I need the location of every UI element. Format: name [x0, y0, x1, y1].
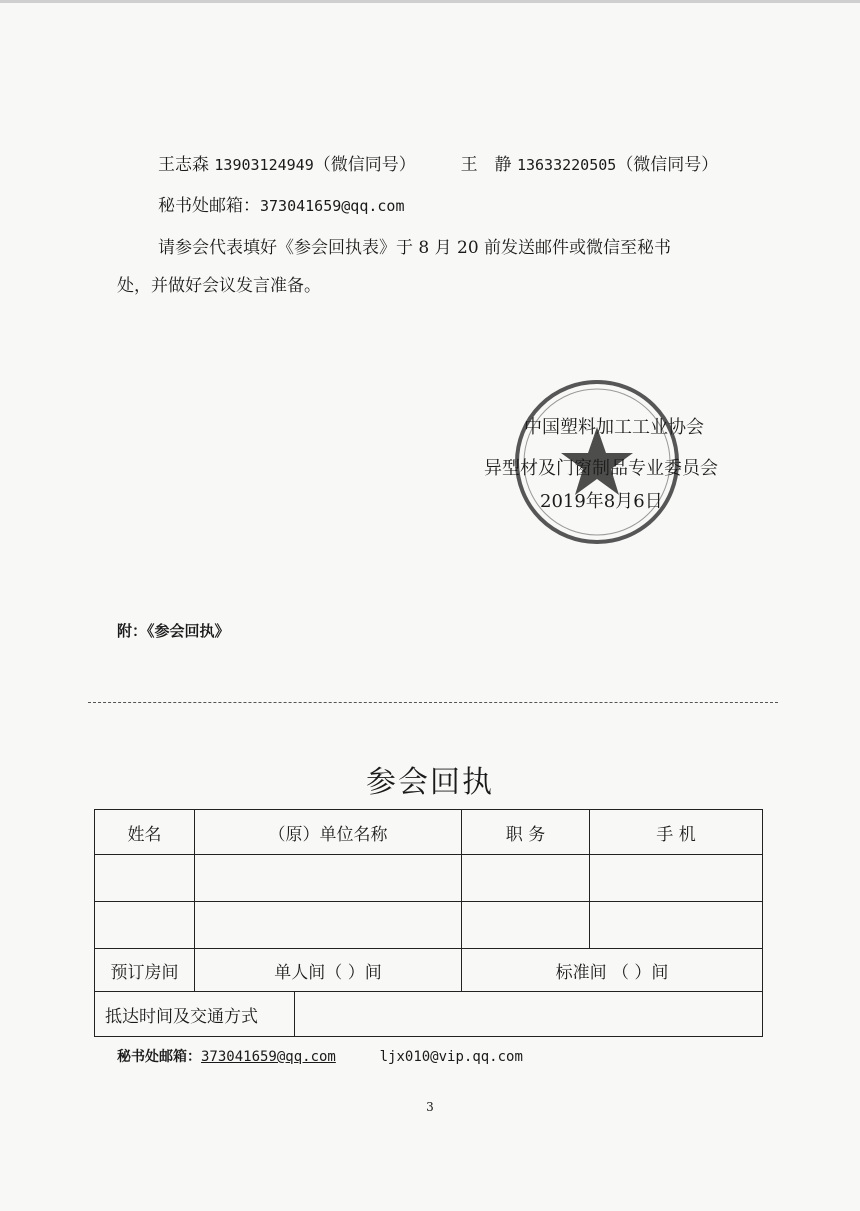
entry-phone-cell[interactable] — [590, 855, 763, 902]
arrival-field[interactable] — [295, 992, 763, 1037]
header-unit: （原）单位名称 — [195, 810, 462, 855]
page-number: 3 — [426, 1100, 434, 1114]
form-title: 参会回执 — [366, 765, 494, 800]
contact-1-note: （微信同号） — [313, 155, 416, 175]
header-phone: 手 机 — [590, 810, 763, 855]
entry-phone-cell[interactable] — [590, 902, 763, 949]
standard-room-field[interactable]: 标准间 （ ）间 — [462, 949, 763, 992]
contact-line — [158, 150, 718, 175]
contact-1-phone: 13903124949 — [214, 156, 314, 174]
footer-email-label: 秘书处邮箱： — [117, 1049, 201, 1065]
form-entry-row — [95, 855, 763, 902]
entry-unit-cell[interactable] — [195, 855, 462, 902]
secretariat-email-line — [158, 191, 405, 216]
arrival-row — [95, 992, 763, 1037]
entry-name-cell[interactable] — [95, 855, 195, 902]
instruction-line-1: 请参会代表填好《参会回执表》于 8 月 20 前发送邮件或微信至秘书 — [158, 238, 672, 258]
header-name: 姓名 — [95, 810, 195, 855]
entry-position-cell[interactable] — [462, 855, 590, 902]
signature-date: 2019年8月6日 — [540, 491, 663, 512]
signature-org-line-1: 中国塑料加工工业协会 — [524, 417, 704, 438]
footer-contact — [117, 1046, 523, 1066]
secretariat-email-value: 373041659@qq.com — [260, 197, 405, 215]
room-label: 预订房间 — [95, 949, 195, 992]
form-entry-row — [95, 902, 763, 949]
contact-1-name: 王志森 — [158, 155, 209, 175]
cut-line-divider — [88, 702, 778, 703]
attachment-note: 附：《参会回执》 — [117, 622, 230, 640]
contact-2-name: 王 静 — [460, 155, 512, 175]
header-position: 职 务 — [462, 810, 590, 855]
single-room-field[interactable]: 单人间（ ）间 — [195, 949, 462, 992]
contact-2-phone: 13633220505 — [516, 156, 617, 174]
entry-unit-cell[interactable] — [195, 902, 462, 949]
footer-email-1[interactable]: 373041659@qq.com — [201, 1049, 336, 1065]
signature-org-line-2: 异型材及门窗制品专业委员会 — [484, 458, 718, 479]
entry-name-cell[interactable] — [95, 902, 195, 949]
scan-edge — [0, 0, 860, 3]
form-header-row — [95, 810, 763, 855]
room-booking-row — [95, 949, 763, 992]
footer-email-2[interactable]: ljx010@vip.qq.com — [379, 1049, 523, 1065]
secretariat-email-label: 秘书处邮箱： — [158, 196, 260, 216]
contact-2-note: （微信同号） — [616, 155, 719, 175]
arrival-label: 抵达时间及交通方式 — [95, 992, 295, 1037]
registration-form-table — [94, 809, 763, 1037]
instruction-line-2: 处，并做好会议发言准备。 — [117, 276, 321, 296]
entry-position-cell[interactable] — [462, 902, 590, 949]
